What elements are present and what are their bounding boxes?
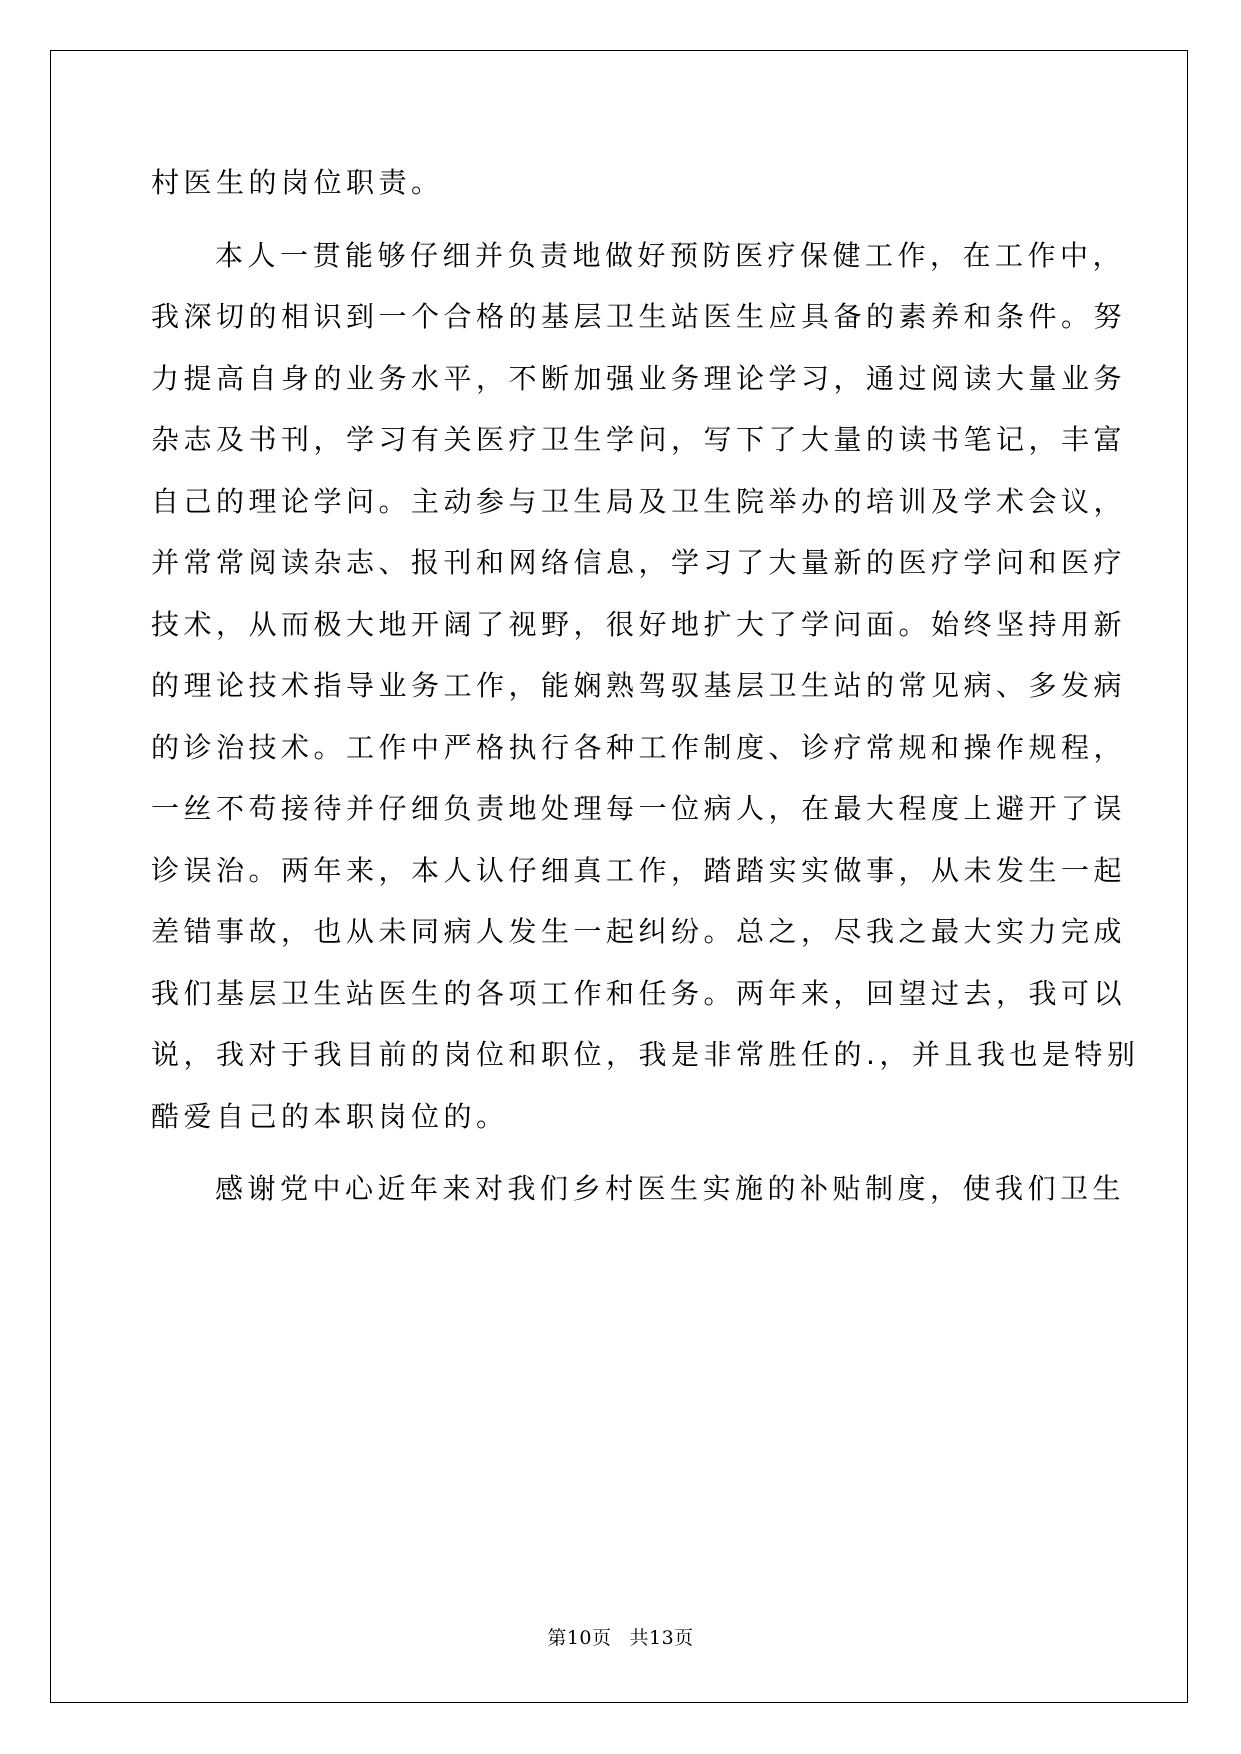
paragraph-gap [151, 1147, 1091, 1158]
paragraph [151, 152, 1091, 214]
paragraph [151, 1158, 1126, 1220]
text-line: 并常常阅读杂志、报刊和网络信息，学习了大量新的医疗学问和医疗 [151, 546, 1127, 579]
text-line: 力提高自身的业务水平，不断加强业务理论学习，通过阅读大量业务 [151, 361, 1127, 395]
text-line: 一丝不苟接待并仔细负责地处理每一位病人，在最大程度上避开了误 [151, 792, 1127, 825]
text-line: 诊误治。两年来，本人认仔细真工作，踏踏实实做事，从未发生一起 [151, 853, 1127, 887]
text-line: 酷爱自己的本职岗位的。 [151, 1099, 509, 1133]
text-line: 技术，从而极大地开阔了视野，很好地扩大了学问面。始终坚持用新 [151, 607, 1127, 641]
text-line: 杂志及书刊，学习有关医疗卫生学问，写下了大量的读书笔记，丰富 [151, 423, 1127, 456]
text-line: 说，我对于我目前的岗位和职位，我是非常胜任的.，并且我也是特别 [151, 1038, 1140, 1071]
paragraph [151, 225, 1140, 1148]
page-number: 第10页 [547, 1627, 612, 1649]
text-line: 我深切的相识到一个合格的基层卫生站医生应具备的素养和条件。努 [151, 300, 1127, 333]
text-line: 我们基层卫生站医生的各项工作和任务。两年来，回望过去，我可以 [151, 976, 1127, 1010]
text-line: 感谢党中心近年来对我们乡村医生实施的补贴制度，使我们卫生 [215, 1172, 1126, 1205]
text-line: 村医生的岗位职责。 [151, 166, 444, 199]
text-line: 的诊治技术。工作中严格执行各种工作制度、诊疗常规和操作规程， [151, 730, 1127, 764]
text-line: 自己的理论学问。主动参与卫生局及卫生院举办的培训及学术会议， [151, 484, 1127, 518]
text-line: 本人一贯能够仔细并负责地做好预防医疗保健工作，在工作中， [215, 238, 1126, 272]
document-body [151, 152, 1140, 1220]
paragraph-gap [151, 214, 1091, 225]
text-line: 差错事故，也从未同病人发生一起纠纷。总之，尽我之最大实力完成 [151, 915, 1127, 948]
text-line: 的理论技术指导业务工作，能娴熟驾驭基层卫生站的常见病、多发病 [151, 669, 1127, 702]
page-total: 共13页 [629, 1627, 694, 1649]
page-footer [0, 1623, 1241, 1650]
